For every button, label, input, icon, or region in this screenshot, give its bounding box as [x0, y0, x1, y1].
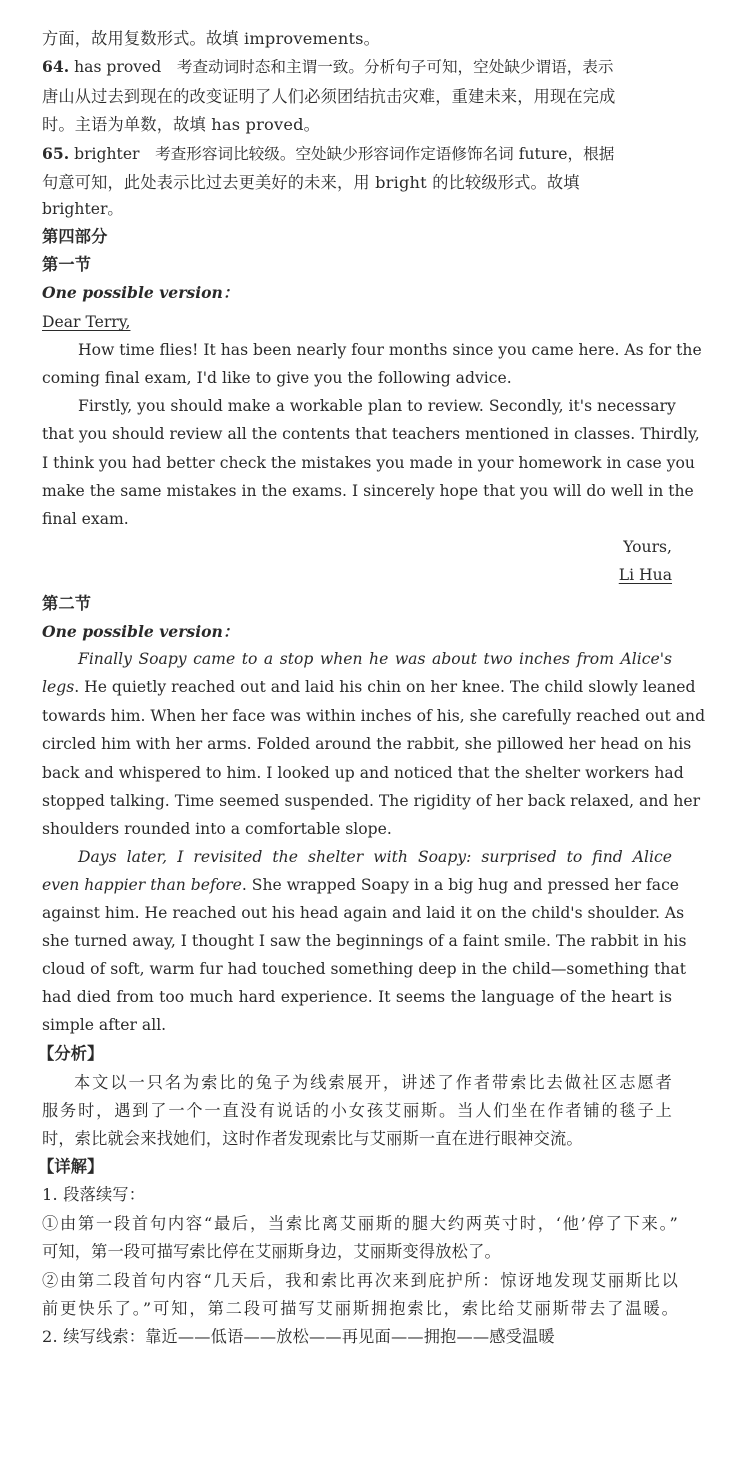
detail-line: 前更快乐了。”可知，第二段可描写艾丽斯拥抱索比，索比给艾丽斯带去了温暖。 [42, 1299, 678, 1318]
letter-line: make the same mistakes in the exams. I sincerely hope that you will do well in the [42, 482, 694, 500]
story-line: Finally Soapy came to a stop when he was about two inches from Alice's [78, 650, 672, 668]
version-label: One possible version： [42, 622, 239, 641]
story-line: circled him with her arms. Folded around the rabbit, she pillowed her head on his [42, 735, 692, 753]
question-64 [42, 56, 678, 78]
story-line [42, 874, 680, 896]
detail-line: ①由第一段首句内容“最后，当索比离艾丽斯的腿大约两英寸时，‘他’停了下来。” [42, 1214, 678, 1233]
story-line [42, 676, 696, 698]
letter-line: final exam. [42, 510, 129, 528]
text-line: 时。主语为单数，故填 has proved。 [42, 115, 321, 134]
text-line: 句意可知，此处表示比过去更美好的未来，用 bright 的比较级形式。故填 [42, 173, 580, 192]
detail-line: 1. 段落续写： [42, 1185, 146, 1204]
section-heading: 第一节 [42, 255, 92, 274]
story-prompt-text: legs [42, 678, 75, 696]
letter-line: How time flies! It has been nearly four months since you came here. As for the [78, 341, 702, 359]
story-line: Days later, I revisited the shelter with Soapy: surprised to find Alice [78, 848, 672, 866]
section-heading: 第二节 [42, 594, 92, 613]
story-line: shoulders rounded into a comfortable slope. [42, 820, 392, 838]
text-line: 唐山从过去到现在的改变证明了人们必须团结抗击灾难，重建未来，用现在完成 [42, 87, 616, 106]
detail-line: 可知，第一段可描写索比停在艾丽斯身边，艾丽斯变得放松了。 [42, 1242, 501, 1261]
letter-salutation: Dear Terry, [42, 313, 131, 331]
story-line: had died from too much hard experience. It seems the language of the heart is [42, 988, 672, 1006]
letter-line: I think you had better check the mistakes you made in your homework in case you [42, 454, 695, 472]
story-line: cloud of soft, warm fur had touched something deep in the child—something that [42, 960, 686, 978]
detail-heading: 【详解】 [38, 1157, 104, 1176]
analysis-heading: 【分析】 [38, 1044, 104, 1063]
text-line: brighter 考查形容词比较级。空处缺少形容词作定语修饰名词 future，根据 [74, 145, 615, 163]
version-label: One possible version： [42, 283, 239, 302]
analysis-line: 本文以一只名为索比的兔子为线索展开，讲述了作者带索比去做社区志愿者 [74, 1073, 672, 1092]
analysis-line: 服务时，遇到了一个一直没有说话的小女孩艾丽斯。当人们坐在作者铺的毯子上 [42, 1101, 672, 1120]
story-line: stopped talking. Time seemed suspended. The rigidity of her back relaxed, and her [42, 792, 701, 810]
story-text: . She wrapped Soapy in a big hug and pressed her face [241, 876, 680, 894]
question-65 [42, 143, 678, 165]
letter-closing: Yours, [623, 538, 672, 556]
text-line: brighter。 [42, 200, 123, 218]
question-number: 64. [42, 57, 70, 76]
story-line: towards him. When her face was within inches of his, she carefully reached out and [42, 707, 706, 725]
letter-line: coming final exam, I'd like to give you the following advice. [42, 369, 512, 387]
letter-line: Firstly, you should make a workable plan to review. Secondly, it's necessary [78, 397, 676, 415]
story-line: she turned away, I thought I saw the beginnings of a faint smile. The rabbit in his [42, 932, 687, 950]
story-line: against him. He reached out his head again and laid it on the child's shoulder. As [42, 904, 685, 922]
detail-line: 2. 续写线索：靠近——低语——放松——再见面——拥抱——感受温暖 [42, 1327, 555, 1346]
letter-signature: Li Hua [618, 566, 672, 584]
detail-line: ②由第二段首句内容“几天后，我和索比再次来到庇护所：惊讶地发现艾丽斯比以 [42, 1271, 678, 1290]
analysis-line: 时，索比就会来找她们，这时作者发现索比与艾丽斯一直在进行眼神交流。 [42, 1129, 583, 1148]
story-prompt-text: even happier than before [42, 876, 242, 894]
text-line: 方面，故用复数形式。故填 improvements。 [42, 29, 381, 48]
story-line: back and whispered to him. I looked up and noticed that the shelter workers had [42, 764, 684, 782]
letter-line: that you should review all the contents that teachers mentioned in classes. Thirdly, [42, 425, 700, 443]
section-heading: 第四部分 [42, 227, 108, 246]
question-number: 65. [42, 144, 70, 163]
text-line: has proved 考查动词时态和主谓一致。分析句子可知，空处缺少谓语，表示 [74, 58, 614, 76]
story-line: simple after all. [42, 1016, 167, 1034]
story-text: . He quietly reached out and laid his chin on her knee. The child slowly leaned [74, 678, 696, 696]
